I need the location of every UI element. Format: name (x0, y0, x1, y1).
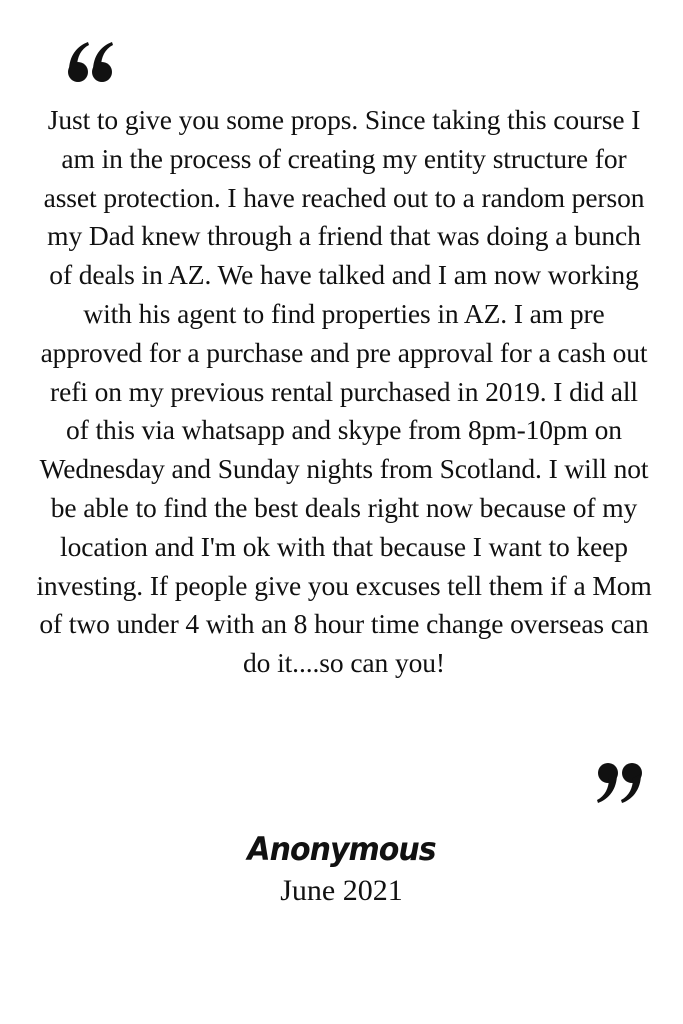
author-name: Anonymous (247, 830, 436, 869)
testimonial-text: Just to give you some props. Since taking this course I am in the process of creating my entity structure for asset protection. I have reached out to a random person my Dad knew through a friend that was doing a bunch of deals in AZ. We have talked and I am now working with his agent to find properties in AZ. I am pre approved for a purchase and pre approval for a cash out refi on my previous rental purchased in 2019. I did all of this via whatsapp and skype from 8pm-10pm on Wednesday and Sunday nights from Scotland. I will not be able to find the best deals right now because of my location and I'm ok with that because I want to keep investing. If people give you excuses tell them if a Mom of two under 4 with an 8 hour time change overseas can do it....so can you! (36, 104, 652, 679)
close-quote-icon (594, 757, 644, 811)
open-quote-icon (66, 34, 116, 88)
testimonial-date: June 2021 (280, 874, 403, 907)
